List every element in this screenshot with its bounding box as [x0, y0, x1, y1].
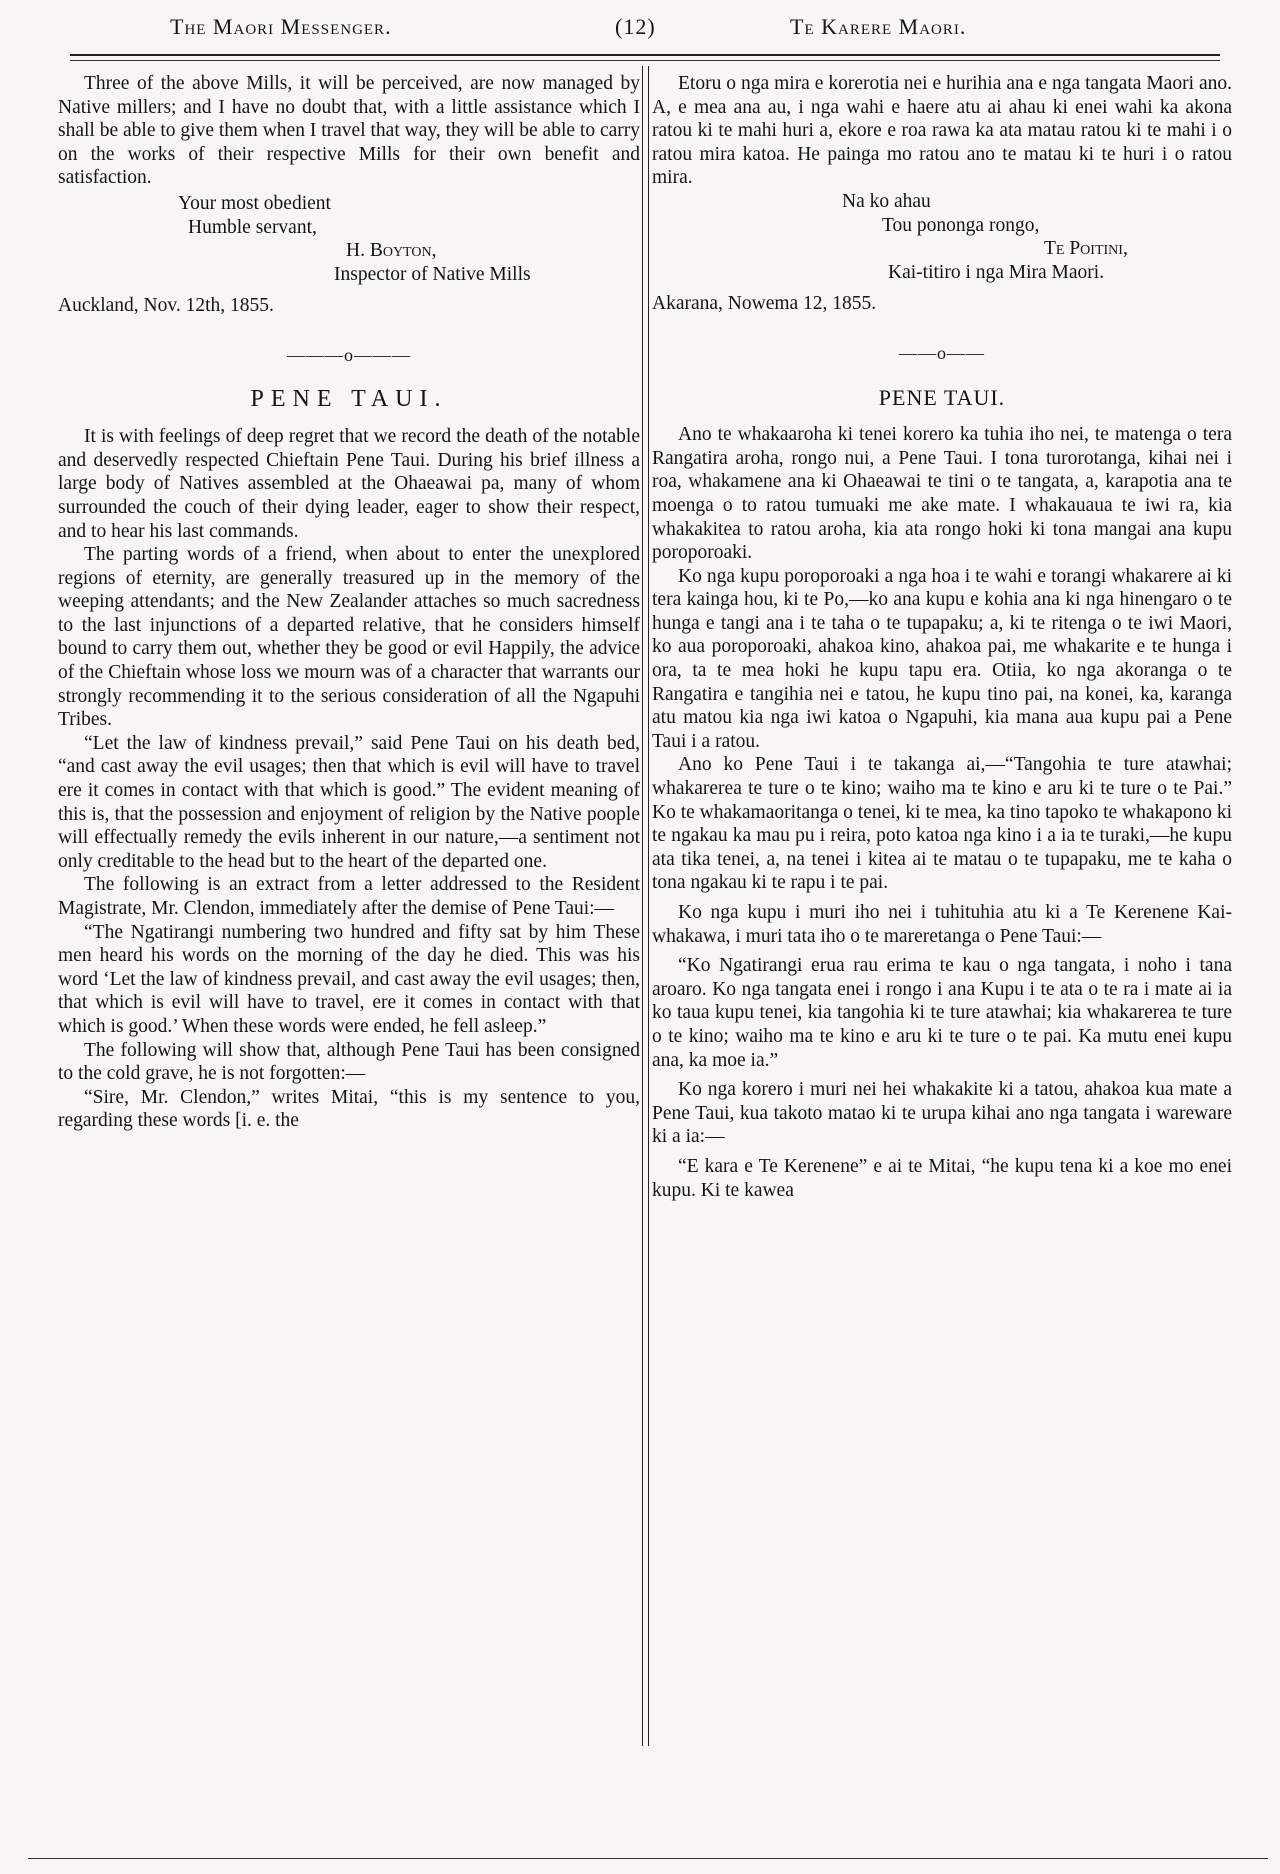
- article-paragraph-maori: Ano te whakaaroha ki tenei korero ka tuhia iho nei, te matenga o tera Rangatira aroha, rongo nui, a Pene Taui. I tona turorotanga, kihai nei i roa, whakamene ana ki Ohaeawai te tini o te tangata, a, karapotia ana te moenga o to ratou tumuaki me ake mate. I whakauaua te iwi ra, kia whakakitea to ratou aroha, kia ata rongo hoki ki tona mangai ana kupu poroporoaki.: [652, 424, 1232, 564]
- article-quote: “The Ngatirangi numbering two hundred and fifty sat by him These men heard his words on the morning of the day he died. This was his word ‘Let the law of kindness prevail, and cast away the evil usages; then, that which is evil will have to travel, ere it comes in contact with that which is good.’ When these words were ended, he fell asleep.”: [58, 921, 640, 1037]
- article-paragraph: The following is an extract from a letter addressed to the Resident Magistrate, Mr. Clendon, immediately after the demise of Pene Taui:—: [58, 874, 640, 919]
- page-number: (12): [615, 14, 656, 39]
- letter-signature-maori: Te Poitini,: [1044, 238, 1128, 260]
- article-paragraph: It is with feelings of deep regret that we record the death of the notable and deservedly respected Chieftain Pene Taui. During his brief illness a large body of Natives assembled at the Ohaeawai pa, many of whom surrounded the couch of their dying leader, eager to show their respect, and to hear his last commands.: [58, 426, 640, 542]
- letter-signature: H. Boyton,: [346, 240, 437, 262]
- signature-title-maori: Kai-titiro i nga Mira Maori.: [888, 261, 1105, 283]
- article-paragraph: “Let the law of kindness prevail,” said Pene Taui on his death bed, “and cast away the evil usages; then that which is evil will have to travel ere it comes in contact with that which is good.” The evident meaning of this is, that the possession and enjoyment of religion by the Native poople will effectually remedy the evils inherent in our nature,—a sentiment not only creditable to the head but to the heart of the departed one.: [58, 732, 640, 872]
- letter-closing-maori: Na ko ahau: [842, 190, 931, 212]
- article-paragraph-maori: Ano ko Pene Taui i te takanga ai,—“Tangohia te ture atawhai; whakarerea te ture o te kino; waiho ma te kino e aru ki te ture o te Pai.” Ko te whakamaoritanga o tenei, ki te mea, ka tino tapoko te whakapono ki te ngakau ka mau pu i reira, poto katoa nga kino i a ia te turaki,—he kupu ata tika tenei, a, na tenei i kitea ai te matau o te tupapaku, me te kaha o tona ngakau ki te rapu i te pai.: [652, 754, 1232, 894]
- article-paragraph-maori: Ko nga korero i muri nei hei whakakite ki a tatou, ahakoa kua mate a Pene Taui, kua takoto matao ki te urupa kihai ano nga tangata i wareware ki a ia:—: [652, 1079, 1232, 1148]
- header-english-title: The Maori Messenger.: [170, 14, 392, 39]
- article-quote: “Sire, Mr. Clendon,” writes Mitai, “this is my sentence to you, regarding these words [i. e. the: [58, 1086, 640, 1132]
- article-quote-maori: “Ko Ngatirangi erua rau erima te kau o nga tangata, i noho i tana aroaro. Ko nga tangata enei i rongo i ana Kupu i te ata o te ra i mate ai ia ko taua kupu tenei, kia tangohia ki te ture atawhai; kia whakarerea te ture o te kino; waiho ma te kino e aru ki te ture o te pai. Ka mutu enei kupu ana, ka moe ia.”: [652, 955, 1232, 1071]
- mills-report-paragraph-maori: Etoru o nga mira e korerotia nei e hurihia ana e nga tangata Maori ano. A, e mea ana au, i nga wahi e haere atu ai ahau ki enei wahi ka akona ratou ki te mahi huri a, ekore e roa rawa ka ata matau ratou ki te mahi i o ratou mira katoa. He painga mo ratou ano te matau ki te huri i o ratou mira.: [652, 73, 1232, 189]
- article-paragraph-maori: Ko nga kupu poroporoaki a nga hoa i te wahi e torangi whakarere ai ki tera kainga hou, ki te Po,—ko ana kupu e kohia ana ki nga hinengaro o te hunga e tangi ana i te taha o te tupapaku; a, ki te ritenga o te iwi Maori, ko aua poroporoaki, ahakoa kino, ahakoa pai, me whakarite e te hunga i ora, ta te mea hoki he kupu tapu era. Otiia, ko nga akoranga o te Rangatira e tangihia nei e tatou, he kupu tino pai, na konei, ka, karanga atu matou kia nga iwi katoa o Ngapuhi, kia mana aua kupu pai a Pene Taui i a ratou.: [652, 565, 1232, 752]
- section-divider: ———o———: [287, 344, 411, 365]
- maori-column: [652, 72, 1232, 1202]
- letter-closing-servant-maori: Tou pononga rongo,: [882, 214, 1040, 236]
- article-paragraph-maori: Ko nga kupu i muri iho nei i tuhituhia atu ki a Te Kerenene Kai-whakawa, i muri tata iho o te mareretanga o Pene Taui:—: [652, 902, 1232, 947]
- english-column: [58, 72, 640, 1133]
- page-bottom-rule: [28, 1858, 1268, 1859]
- letter-closing-servant: Humble servant,: [188, 216, 317, 238]
- article-heading: PENE TAUI.: [250, 385, 448, 412]
- header-maori-title: Te Karere Maori.: [790, 14, 967, 39]
- letter-date: Auckland, Nov. 12th, 1855.: [58, 295, 274, 317]
- article-paragraph: The parting words of a friend, when about to enter the unexplored regions of eternity, are generally treasured up in the memory of the weeping attendants; and the New Zealander attaches so much sacredness to the last injunctions of a departed relative, that he considers himself bound to carry them out, whether they be good or evil Happily, the advice of the Chieftain whose loss we mourn was of a character that warrants our strongly recommending it to the serious consideration of all the Ngapuhi Tribes.: [58, 544, 640, 731]
- article-heading-maori: PENE TAUI.: [878, 384, 1006, 410]
- section-divider-maori: ——o——: [899, 342, 985, 363]
- header-rule-thick: [70, 54, 1220, 56]
- letter-date-maori: Akarana, Nowema 12, 1855.: [652, 293, 877, 315]
- page-header: [60, 8, 1220, 48]
- column-divider-right: [648, 66, 649, 1746]
- mills-report-paragraph: Three of the above Mills, it will be perceived, are now managed by Native millers; and I have no doubt that, with a little assistance which I shall be able to give them when I travel that way, they will be able to carry on the works of their respective Mills for their own benefit and satisfaction.: [58, 73, 640, 189]
- header-rule-thin: [70, 60, 1220, 61]
- column-divider-left: [642, 66, 643, 1746]
- article-paragraph: The following will show that, although Pene Taui has been consigned to the cold grave, he is not forgotten:—: [58, 1039, 640, 1085]
- signature-title: Inspector of Native Mills: [334, 263, 531, 285]
- letter-closing: Your most obedient: [178, 192, 331, 214]
- article-quote-maori: “E kara e Te Kerenene” e ai te Mitai, “he kupu tena ki a koe mo enei kupu. Ki te kawea: [652, 1155, 1232, 1201]
